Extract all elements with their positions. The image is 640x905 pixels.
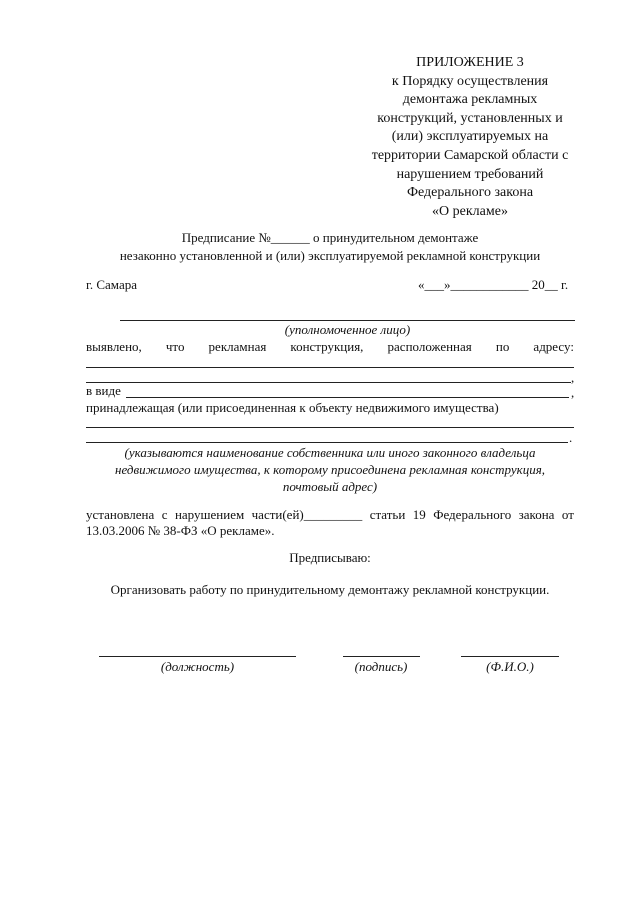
word: с	[161, 507, 168, 522]
word: конструкция,	[290, 339, 364, 354]
title-line-1: Предписание №______ о принудительном демонтаже	[181, 230, 479, 245]
address-comma: ,	[571, 370, 575, 385]
belonging-text: принадлежащая (или присоединенная к объекту недвижимого имущества)	[86, 400, 499, 415]
owner-note-1: (указываются наименование собственника или иного законного владельца	[124, 445, 536, 460]
word: части(ей)_________	[251, 507, 363, 522]
word: нарушением	[174, 507, 245, 522]
owner-line-2	[86, 442, 568, 443]
violation-row	[86, 507, 574, 523]
word: по	[495, 339, 510, 354]
position-caption: (должность)	[160, 659, 235, 674]
violation-line-2: 13.03.2006 № 38-ФЗ «О рекламе».	[86, 523, 275, 538]
name-caption: (Ф.И.О.)	[486, 659, 534, 674]
word: адресу:	[533, 339, 574, 354]
appendix-header	[340, 54, 600, 221]
word: установлена	[86, 507, 155, 522]
owner-note-2: недвижимого имущества, к которому присоединена рекламная конструкция,	[115, 462, 545, 477]
position-line	[99, 656, 296, 657]
prescribe-heading: Предписываю:	[289, 550, 371, 565]
in-form-label: в виде	[86, 383, 121, 398]
appendix-line: демонтажа рекламных	[402, 92, 538, 108]
detected-row	[86, 339, 574, 355]
title-line-2: незаконно установленной и (или) эксплуатируемой рекламной конструкции	[119, 248, 541, 263]
appendix-line: к Порядку осуществления	[391, 73, 549, 89]
authorized-line	[120, 320, 575, 321]
instruction-text: Организовать работу по принудительному демонтажу рекламной конструкции.	[110, 582, 550, 597]
word: Федерального	[433, 507, 512, 522]
owner-period: .	[569, 430, 573, 445]
owner-note-3: почтовый адрес)	[282, 479, 378, 494]
signature-caption: (подпись)	[354, 659, 408, 674]
appendix-line: территории Самарской области с	[371, 147, 569, 163]
place: г. Самара	[86, 277, 137, 292]
word: статьи	[369, 507, 406, 522]
address-line-2	[86, 382, 571, 383]
owner-line-1	[86, 427, 574, 428]
name-line	[461, 656, 559, 657]
appendix-line: нарушением требований	[396, 166, 544, 182]
appendix-line: конструкций, установленных и	[377, 110, 563, 126]
word: закона	[518, 507, 555, 522]
appendix-line: ПРИЛОЖЕНИЕ 3	[416, 55, 524, 70]
word: что	[165, 339, 185, 354]
appendix-line: «О рекламе»	[432, 203, 508, 219]
appendix-line: (или) эксплуатируемых на	[391, 129, 549, 145]
word: расположенная	[387, 339, 472, 354]
authorized-caption: (уполномоченное лицо)	[284, 322, 411, 337]
in-form-line	[126, 397, 569, 398]
signature-line	[343, 656, 420, 657]
word: 19	[412, 507, 426, 522]
word: от	[561, 507, 574, 522]
word: рекламная	[208, 339, 267, 354]
address-line-1	[86, 367, 574, 368]
appendix-line: Федерального закона	[406, 185, 534, 201]
word: выявлено,	[86, 339, 142, 354]
date-field: «___»____________ 20__ г.	[418, 277, 569, 292]
in-form-comma: ,	[571, 385, 575, 400]
